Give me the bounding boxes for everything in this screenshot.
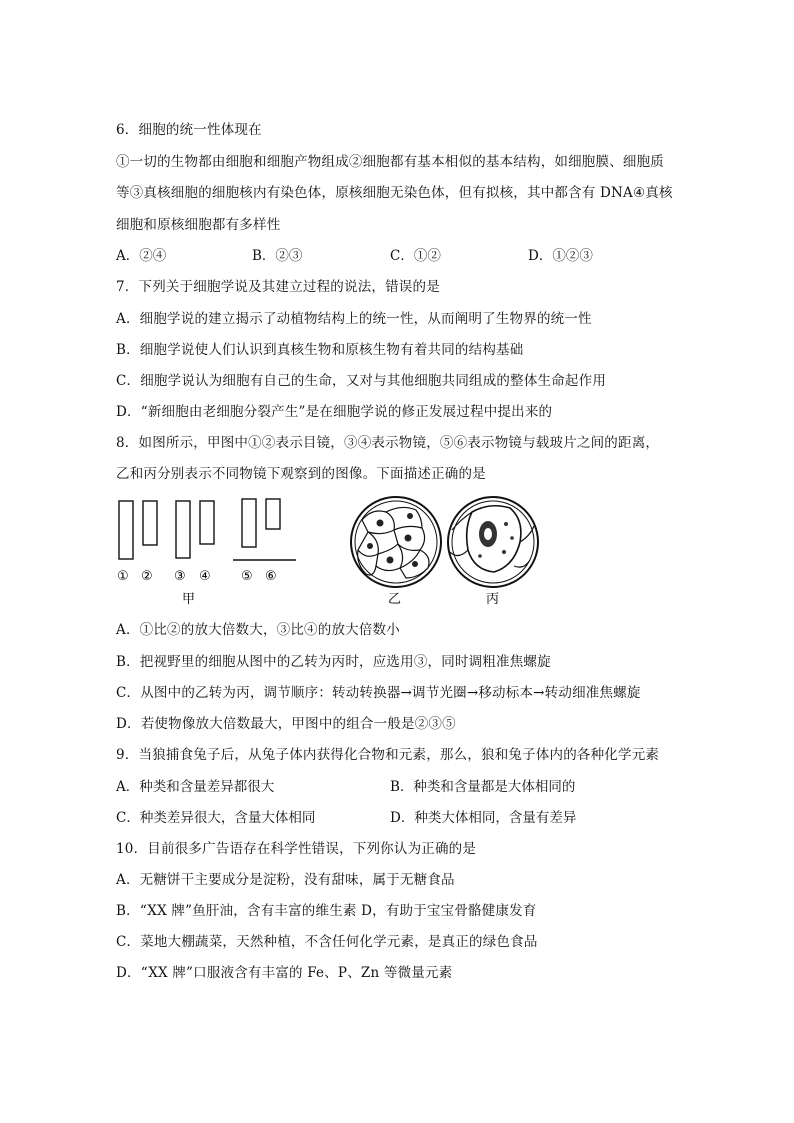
view-yi-low-magnification <box>351 497 441 587</box>
q8-option-a: A．①比②的放大倍数大，③比④的放大倍数小 <box>116 622 400 638</box>
q10-option-b: B．“XX 牌”鱼肝油，含有丰富的维生素 D，有助于宝宝骨骼健康发育 <box>116 903 537 919</box>
q7-option-c: C．细胞学说认为细胞有自己的生命，又对与其他细胞共同组成的整体生命起作用 <box>116 373 607 389</box>
caption-jia: 甲 <box>182 592 196 607</box>
q9-option-a: A．种类和含量差异都很大 <box>116 779 275 795</box>
lens-2-short-eyepiece <box>143 501 157 545</box>
q8-option-d: D．若使物像放大倍数最大，甲图中的组合一般是②③⑤ <box>116 716 456 732</box>
lens-label-5: ⑤ <box>241 569 253 584</box>
q6-body-line1: ①一切的生物都由细胞和细胞产物组成②细胞都有基本相似的基本结构，如细胞膜、细胞质 <box>116 154 664 170</box>
lens-3-long-objective <box>176 501 190 558</box>
q7-option-a: A．细胞学说的建立揭示了动植物结构上的统一性，从而阐明了生物界的统一性 <box>116 311 592 327</box>
q9-option-d: D．种类大体相同，含量有差异 <box>390 810 577 826</box>
lens-label-1: ① <box>117 569 129 584</box>
q6-body-line3: 细胞和原核细胞都有多样性 <box>116 217 281 233</box>
q8-option-c: C．从图中的乙转为丙，调节顺序：转动转换器→调节光圈→移动标本→转动细准焦螺旋 <box>116 685 641 701</box>
q8-stem-line1: 8．如图所示，甲图中①②表示目镜，③④表示物镜，⑤⑥表示物镜与载玻片之间的距离， <box>116 435 660 451</box>
q6-body-line2: 等③真核细胞的细胞核内有染色体，原核细胞无染色体，但有拟核，其中都含有 DNA④真核 <box>116 185 673 201</box>
lens-label-6: ⑥ <box>265 569 277 584</box>
microscope-figure <box>110 490 570 610</box>
caption-bing: 丙 <box>486 592 500 607</box>
q6-option-a: A．②④ <box>116 248 167 264</box>
distance-5-objective <box>242 499 256 547</box>
view-bing-high-magnification <box>448 497 538 587</box>
lens-label-4: ④ <box>199 569 211 584</box>
lens-4-short-objective <box>200 501 214 544</box>
lens-1-tall-eyepiece <box>119 501 133 559</box>
lens-label-2: ② <box>141 569 153 584</box>
q7-stem: 7．下列关于细胞学说及其建立过程的说法，错误的是 <box>116 279 440 295</box>
q6-option-b: B．②③ <box>252 248 303 264</box>
q10-option-a: A．无糖饼干主要成分是淀粉，没有甜味，属于无糖食品 <box>116 872 455 888</box>
q10-option-c: C．菜地大棚蔬菜，天然种植，不含任何化学元素，是真正的绿色食品 <box>116 934 538 950</box>
q6-option-c: C．①② <box>390 248 441 264</box>
q8-stem-line2: 乙和丙分别表示不同物镜下观察到的图像。下面描述正确的是 <box>116 466 486 482</box>
q9-stem: 9．当狼捕食兔子后，从兔子体内获得化合物和元素，那么，狼和兔子体内的各种化学元素 <box>116 747 660 763</box>
q7-option-b: B．细胞学说使人们认识到真核生物和原核生物有着共同的结构基础 <box>116 342 524 358</box>
q7-option-d: D．“新细胞由老细胞分裂产生”是在细胞学说的修正发展过程中提出来的 <box>116 404 553 420</box>
q9-option-b: B．种类和含量都是大体相同的 <box>390 779 576 795</box>
q10-option-d: D．“XX 牌”口服液含有丰富的 Fe、P、Zn 等微量元素 <box>116 965 453 981</box>
caption-yi: 乙 <box>388 592 402 607</box>
q6-stem: 6．细胞的统一性体现在 <box>116 122 262 138</box>
q10-stem: 10．目前很多广告语存在科学性错误，下列你认为正确的是 <box>116 841 477 857</box>
q8-option-b: B．把视野里的细胞从图中的乙转为丙时，应选用③，同时调粗准焦螺旋 <box>116 654 551 670</box>
lens-label-3: ③ <box>174 569 186 584</box>
q6-option-d: D．①②③ <box>528 248 593 264</box>
distance-6-objective <box>266 499 280 529</box>
q9-option-c: C．种类差异很大，含量大体相同 <box>116 810 316 826</box>
